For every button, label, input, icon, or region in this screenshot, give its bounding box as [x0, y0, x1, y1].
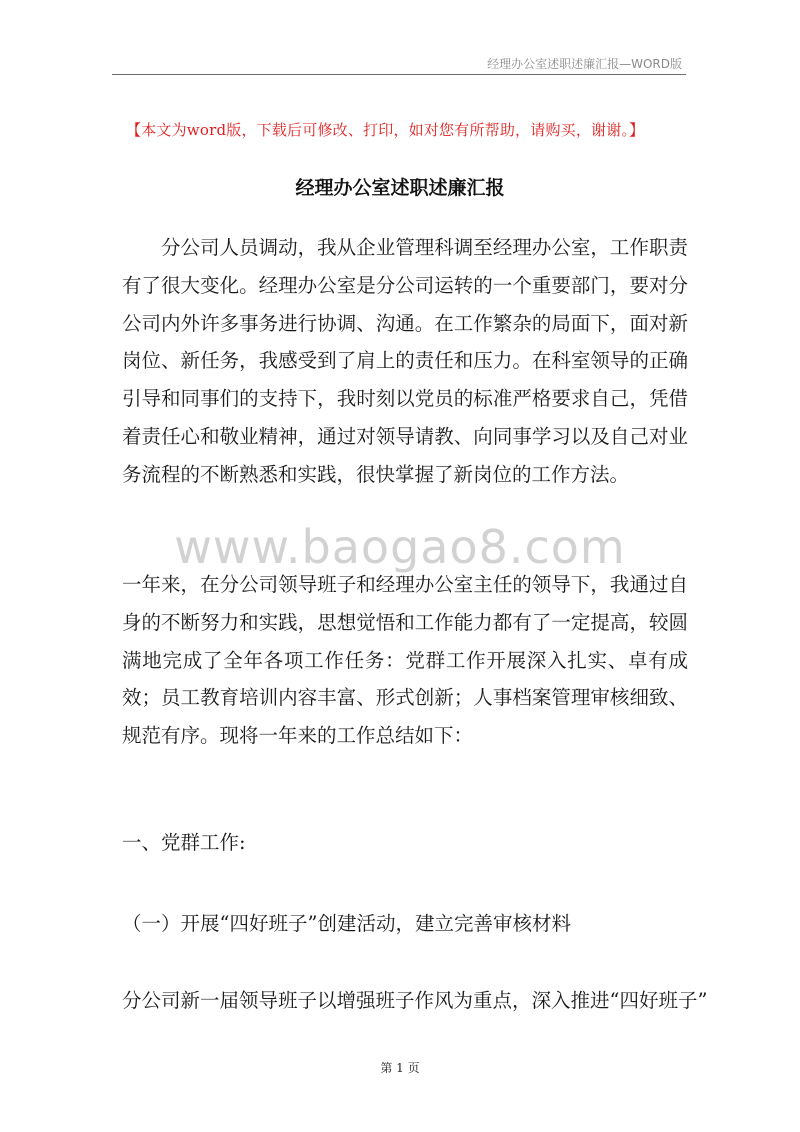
paragraph-summary: 一年来，在分公司领导班子和经理办公室主任的领导下，我通过自身的不断努力和实践，思想觉悟和工作能力都有了一定提高，较圆满地完成了全年各项工作任务：党群工作开展深入扎实、卓有成效；员工教育培训内容丰富、形式创新；人事档案管理审核细致、规范有序。现将一年来的工作总结如下： — [122, 573, 688, 748]
purchase-notice: 【本文为word版，下载后可修改、打印，如对您有所帮助，请购买，谢谢。】 — [126, 121, 645, 139]
page-header: 经理办公室述职述廉汇报—WORD版 — [487, 57, 682, 71]
subsection-heading-four-good: （一）开展“四好班子”创建活动，建立完善审核材料 — [122, 912, 571, 935]
paragraph-leadership: 分公司新一届领导班子以增强班子作风为重点，深入推进“四好班子” — [122, 989, 708, 1012]
watermark: www.baogao8.com — [174, 520, 626, 574]
header-divider — [112, 74, 686, 75]
document-title: 经理办公室述职述廉汇报 — [295, 177, 505, 199]
paragraph-intro: 分公司人员调动，我从企业管理科调至经理办公室，工作职责有了很大变化。经理办公室是分公司运转的一个重要部门，要对分公司内外许多事务进行协调、沟通。在工作繁杂的局面下，面对新岗位、新任务，我感受到了肩上的责任和压力。在科室领导的正确引导和同事们的支持下，我时刻以党员的标准严格要求自己，凭借着责任心和敬业精神，通过对领导请教、向同事学习以及自己对业务流程的不断熟悉和实践，很快掌握了新岗位的工作方法。 — [122, 236, 688, 486]
section-heading-party-work: 一、党群工作: — [122, 831, 246, 854]
page-number: 第 1 页 — [380, 1061, 420, 1075]
